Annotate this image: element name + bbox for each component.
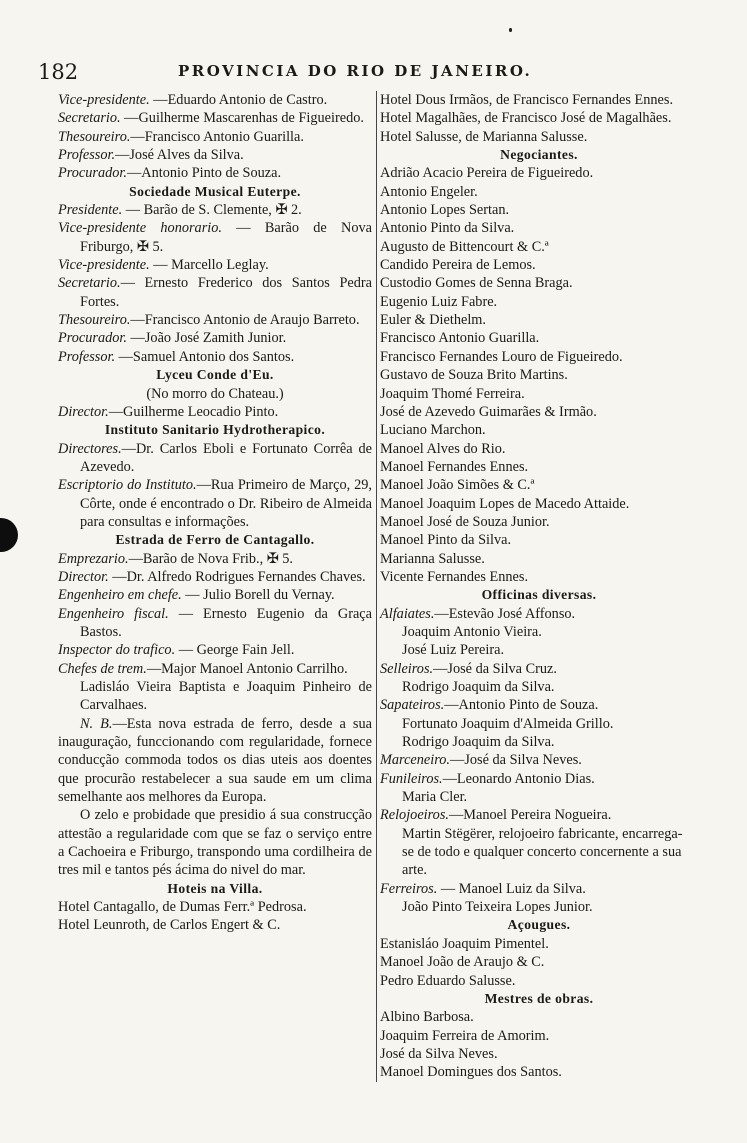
directory-line: João Pinto Teixeira Lopes Junior. [402,899,593,916]
directory-line: Maria Cler. [402,789,468,806]
entry-role: Procurador. [58,330,127,347]
section-subheading: (No morro do Chateau.) [146,385,284,402]
entry-name: —Dr. Alfredo Rodrigues Fernandes Chaves. [108,568,366,585]
entry-name: — Ernesto Frederico dos Santos Pedra Fortes. [80,275,372,310]
entry-role: Engenheiro fiscal. [58,605,169,622]
directory-line: Manoel Fernandes Ennes. [380,458,529,475]
entry-role: Secretario. [58,275,121,292]
directory-line: Manoel Pinto da Silva. [380,532,512,549]
directory-line: Augusto de Bittencourt & C.ª [380,238,549,255]
directory-line: Joaquim Antonio Vieira. [402,623,542,640]
section-heading: Hoteis na Villa. [167,880,263,896]
directory-line: Pedro Eduardo Salusse. [380,972,516,989]
section-heading: Estrada de Ferro de Cantagallo. [115,532,315,548]
entry-name: — Barão de S. Clemente, ✠ 2. [122,202,302,219]
entry-name: —Antonio Pinto de Souza. [444,697,599,714]
directory-entry [58,201,372,219]
entry-name: —Antonio Pinto de Souza. [126,165,282,182]
directory-line: Rodrigo Joaquim da Silva. [402,679,555,695]
entry-role: Engenheiro em chefe. [58,587,182,604]
entry-name: —Esta nova estrada de ferro, desde a sua inauguração, funccionando com regularidade, fornece conducção commoda todos os dias uteis aos doentes que procurão restabelecer a sua saude em um clima semelhante aos melhores da Europa. [58,715,372,806]
entry-role: Emprezario. [58,550,129,567]
entry-name: —Major Manoel Antonio Carrilho. [146,660,348,677]
entry-name: —José da Silva Neves. [450,752,582,769]
entry-role: Funileiros. [380,770,443,787]
entry-role: Thesoureiro. [58,128,131,145]
directory-line: Manoel José de Souza Junior. [380,513,550,530]
page-number: 182 [38,60,79,84]
directory-entry [58,660,372,678]
entry-name: — Barão de Nova Friburgo, ✠ 5. [80,220,372,255]
directory-line: Adrião Acacio Pereira de Figueiredo. [380,165,594,182]
directory-entry [58,146,372,164]
note-paragraph: O zelo e probidade que presidio á sua construcção attestão a regularidade com que se faz o serviço entre a Cachoeira e Friburgo, transpondo uma cordilheira de tres mil e tantos pés ácima do nivel do mar. [58,807,372,879]
entry-name: —Dr. Carlos Eboli e Fortunato Corrêa de Azevedo. [80,440,372,475]
directory-line: José da Silva Neves. [380,1045,498,1062]
entry-role: Secretario. [58,110,121,127]
page-header [38,60,718,84]
directory-entry [380,770,698,788]
entry-name: —José da Silva Cruz. [433,660,557,677]
section-heading: Açougues. [507,917,571,933]
directory-line: Hotel Dous Irmãos, de Francisco Fernandes Ennes. [380,92,674,108]
directory-line: Custodio Gomes de Senna Braga. [380,275,573,292]
entry-role: Directores. [58,440,122,457]
directory-entry [58,348,372,366]
entry-role: Director. [58,403,109,420]
directory-line: Manoel Joaquim Lopes de Macedo Attaide. [380,495,630,512]
entry-role: Director. [58,568,109,585]
directory-entry [58,109,372,127]
directory-entry [58,311,372,329]
section-heading: Instituto Sanitario Hydrotherapico. [104,422,326,438]
right-column [376,91,698,1082]
entry-name: —Guilherme Mascarenhas de Figueiredo. [120,110,364,127]
directory-entry [58,219,372,256]
entry-name: —Guilherme Leocadio Pinto. [108,403,279,420]
directory-entry [58,641,372,659]
directory-entry [58,586,372,604]
entry-name: — Julio Borell du Vernay. [181,587,335,604]
directory-entry [58,568,372,586]
directory-entry [58,274,372,311]
directory-line: Antonio Engeler. [380,183,478,200]
directory-entry [58,476,372,531]
entry-role: Inspector do trafico. [58,642,176,659]
directory-line: Manoel Domingues dos Santos. [380,1064,562,1081]
directory-line: Vicente Fernandes Ennes. [380,568,529,585]
running-title: PROVINCIA DO RIO DE JANEIRO. [178,62,533,80]
directory-line: Marianna Salusse. [380,550,485,567]
directory-entry [380,880,698,898]
binding-shadow [0,518,18,552]
entry-role: Alfaiates. [380,605,435,622]
directory-line: Francisco Antonio Guarilla. [380,330,540,347]
directory-line: Antonio Pinto da Silva. [380,220,515,237]
entry-role: Presidente. [58,202,123,219]
entry-role: Escriptorio do Instituto. [58,477,197,494]
directory-entry [58,403,372,421]
entry-name: —Francisco Antonio Guarilla. [130,128,304,145]
directory-entry [380,696,698,714]
entry-role: Marceneiro. [380,752,451,769]
entry-name: — Manoel Luiz da Silva. [437,880,586,897]
section-heading: Officinas diversas. [481,587,597,603]
directory-entry [58,550,372,568]
directory-line: Rodrigo Joaquim da Silva. [402,734,555,751]
left-column [58,91,372,935]
directory-line: José Luiz Pereira. [402,642,505,659]
entry-name: —Estevão José Affonso. [434,605,576,622]
entry-role: Selleiros. [380,660,434,677]
entry-name: —Eduardo Antonio de Castro. [149,92,328,108]
entry-role: Sapateiros. [380,697,445,714]
directory-line: Ladisláo Vieira Baptista e Joaquim Pinheiro de Carvalhaes. [80,679,372,714]
entry-name: — Ernesto Eugenio da Graça Bastos. [80,605,372,640]
entry-role: Professor. [58,147,116,164]
directory-line: Hotel Leunroth, de Carlos Engert & C. [58,917,281,934]
entry-role: Vice-presidente. [58,92,150,108]
directory-line: Francisco Fernandes Louro de Figueiredo. [380,348,623,365]
directory-line: Eugenio Luiz Fabre. [380,293,498,310]
directory-entry [380,806,698,824]
entry-role: N. B. [80,715,113,732]
entry-role: Professor. [58,348,116,365]
directory-entry [380,751,698,769]
entry-name: —Manoel Pereira Nogueira. [448,807,612,824]
directory-entry [58,329,372,347]
directory-entry [58,605,372,642]
directory-line: Joaquim Ferreira de Amorim. [380,1027,550,1044]
directory-entry [58,128,372,146]
entry-name: —Samuel Antonio dos Santos. [115,348,295,365]
entry-role: Procurador. [58,165,127,182]
entry-name: — George Fain Jell. [175,642,295,659]
entry-role: Vice-presidente honorario. [58,220,222,237]
entry-name: — Marcello Leglay. [149,257,269,274]
entry-role: Ferreiros. [380,880,438,897]
section-heading: Lyceu Conde d'Eu. [156,367,274,383]
entry-role: Thesoureiro. [58,312,131,329]
entry-name: —José Alves da Silva. [115,147,244,164]
directory-entry [58,91,372,109]
section-heading: Sociedade Musical Euterpe. [129,183,301,199]
directory-line: Luciano Marchon. [380,422,486,439]
directory-line: Hotel Magalhães, de Francisco José de Magalhães. [380,110,672,127]
directory-line: Candido Pereira de Lemos. [380,257,536,274]
directory-line: Antonio Lopes Sertan. [380,202,510,219]
entry-name: —João José Zamith Junior. [126,330,287,347]
directory-line: Manoel João Simões & C.ª [380,477,535,494]
entry-role: Vice-presidente. [58,257,150,274]
directory-line: Hotel Cantagallo, de Dumas Ferr.ª Pedrosa. [58,899,307,916]
directory-line: Euler & Diethelm. [380,312,487,329]
directory-line: Albino Barbosa. [380,1009,474,1026]
directory-line: Joaquim Thomé Ferreira. [380,385,525,402]
entry-role: Chefes de trem. [58,660,147,677]
directory-line: José de Azevedo Guimarães & Irmão. [380,403,597,420]
entry-role: Relojoeiros. [380,807,449,824]
directory-line: Fortunato Joaquim d'Almeida Grillo. [402,715,614,732]
directory-entry [58,164,372,182]
directory-entry [58,256,372,274]
section-heading: Negociantes. [500,147,578,163]
directory-entry [58,440,372,477]
directory-line: Manoel João de Araujo & C. [380,954,545,971]
entry-name: —Barão de Nova Frib., ✠ 5. [128,550,294,567]
entry-name: —Leonardo Antonio Dias. [442,770,595,787]
section-heading: Mestres de obras. [484,990,594,1006]
directory-line: Gustavo de Souza Brito Martins. [380,367,568,384]
directory-entry [380,660,698,678]
directory-line: Manoel Alves do Rio. [380,440,506,457]
ink-speck [509,28,512,32]
note-paragraph [58,715,372,807]
directory-line: Hotel Salusse, de Marianna Salusse. [380,128,588,145]
entry-name: —Rua Primeiro de Março, 29, Côrte, onde é encontrado o Dr. Ribeiro de Almeida para consultas e informações. [80,477,372,530]
entry-name: —Francisco Antonio de Araujo Barreto. [130,312,360,329]
directory-entry [380,605,698,623]
directory-line: Martin Stëgërer, relojoeiro fabricante, encarrega-se de todo e qualquer concerto concernente a sua arte. [402,825,683,879]
directory-line: Estanisláo Joaquim Pimentel. [380,935,549,952]
